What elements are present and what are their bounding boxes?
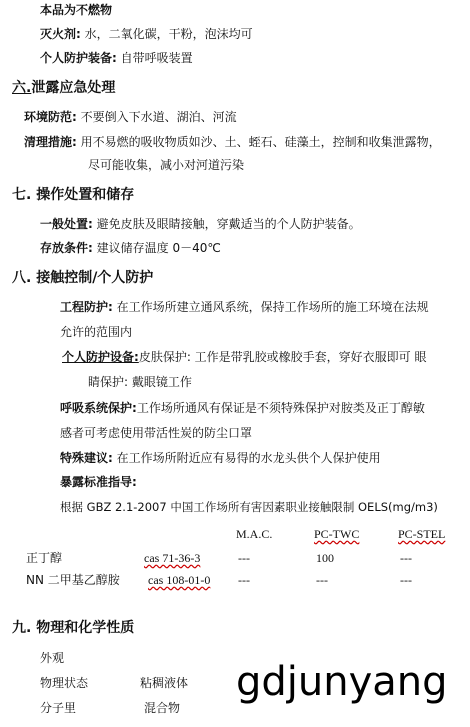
table-row-2-cas-text: cas 108-01-0: [148, 573, 211, 587]
table-row-1-name: 正丁醇: [26, 551, 63, 565]
env-precaution-row: [24, 109, 237, 125]
molecular-weight-value: 混合物: [144, 701, 181, 715]
engineering-control-text-line2: 允许的范围内: [60, 325, 133, 339]
section-6-heading: [12, 80, 115, 96]
extinguishing-agent-row: [40, 26, 253, 42]
table-row-2-stel: ---: [400, 573, 412, 587]
physical-state-value: 粘稠液体: [140, 676, 189, 690]
personal-protection-label: 个人防护设备:: [62, 350, 139, 364]
personal-protection-text-line2: 睛保护: 戴眼镜工作: [88, 375, 192, 389]
cleanup-label: 清理措施:: [24, 135, 77, 149]
respiratory-protection-row: [60, 400, 425, 416]
exposure-guidance-label: 暴露标准指导:: [60, 475, 137, 489]
table-row-1-stel: ---: [400, 551, 412, 565]
engineering-control-row: [60, 299, 429, 315]
exposure-standard-text: 根据 GBZ 2.1-2007 中国工作场所有害因素职业接触限制 OELS(mg/m3): [60, 500, 438, 514]
physical-state-label: 物理状态: [40, 676, 89, 690]
section-6-number: 六.: [12, 80, 32, 96]
storage-text: 建议储存温度 0－40℃: [96, 241, 221, 255]
section-7-heading: 七. 操作处置和储存: [12, 187, 135, 203]
cleanup-row: [24, 134, 441, 150]
section-6-title: 泄露应急处理: [31, 80, 116, 96]
env-precaution-label: 环境防范:: [24, 110, 77, 124]
extinguishing-agent-text: 水，二氧化碳，干粉，泡沫均可: [84, 27, 253, 41]
cleanup-text-line2: 尽可能收集，减小对河道污染: [88, 158, 245, 172]
personal-protection-text-line1: 皮肤保护: 工作是带乳胶或橡胶手套，穿好衣服即可 眼: [138, 350, 427, 364]
storage-row: [40, 240, 221, 256]
fire-ppe-row: [40, 50, 193, 66]
table-row-1-mac: ---: [238, 551, 250, 565]
general-handling-row: [40, 216, 361, 232]
table-row-1-cas: [144, 550, 200, 566]
table-row-2-name: NN 二甲基乙醇胺: [26, 573, 120, 587]
fire-ppe-label: 个人防护装备:: [40, 51, 117, 65]
env-precaution-text: 不要倒入下水道、湖泊、河流: [80, 110, 237, 124]
special-advice-row: [60, 450, 381, 466]
table-row-2-twc: ---: [316, 573, 328, 587]
table-header-mac: M.A.C.: [236, 527, 273, 541]
table-row-1-cas-text: cas 71-36-3: [144, 551, 201, 565]
section-8-heading: 八. 接触控制/个人防护: [12, 270, 154, 286]
fire-ppe-text: 自带呼吸装置: [120, 51, 193, 65]
appearance-label: 外观: [40, 651, 65, 665]
engineering-control-text-line1: 在工作场所建立通风系统，保持工作场所的施工环境在法规: [116, 300, 429, 314]
respiratory-protection-label: 呼吸系统保护:: [60, 401, 137, 415]
engineering-control-label: 工程防护:: [60, 300, 113, 314]
general-handling-text: 避免皮肤及眼睛接触，穿戴适当的个人防护装备。: [96, 217, 361, 231]
molecular-weight-label: 分子里: [40, 701, 77, 715]
special-advice-text: 在工作场所附近应有易得的水龙头供个人保护使用: [116, 451, 381, 465]
respiratory-protection-text-line2: 感者可考虑使用带活性炭的防尘口罩: [60, 426, 253, 440]
table-header-stel: PC-STEL: [398, 527, 446, 541]
special-advice-label: 特殊建议:: [60, 451, 113, 465]
table-row-1-twc: 100: [316, 551, 334, 565]
section-9-heading: 九. 物理和化学性质: [12, 620, 135, 636]
extinguishing-agent-label: 灭火剂:: [40, 27, 81, 41]
general-handling-label: 一般处置:: [40, 217, 93, 231]
storage-label: 存放条件:: [40, 241, 93, 255]
nonflammable-note: 本品为不燃物: [40, 3, 113, 17]
table-header-twc: PC-TWC: [314, 527, 360, 541]
personal-protection-row: [62, 349, 427, 365]
table-row-2-cas: [148, 572, 210, 588]
respiratory-protection-text-line1: 工作场所通风有保证是不须特殊保护对胺类及正丁醇敏: [136, 401, 425, 415]
cleanup-text-line1: 用不易燃的吸收物质如沙、土、蛭石、硅藻土，控制和收集泄露物，: [80, 135, 441, 149]
table-row-2-mac: ---: [238, 573, 250, 587]
watermark-text: gdjunyang: [236, 659, 448, 705]
